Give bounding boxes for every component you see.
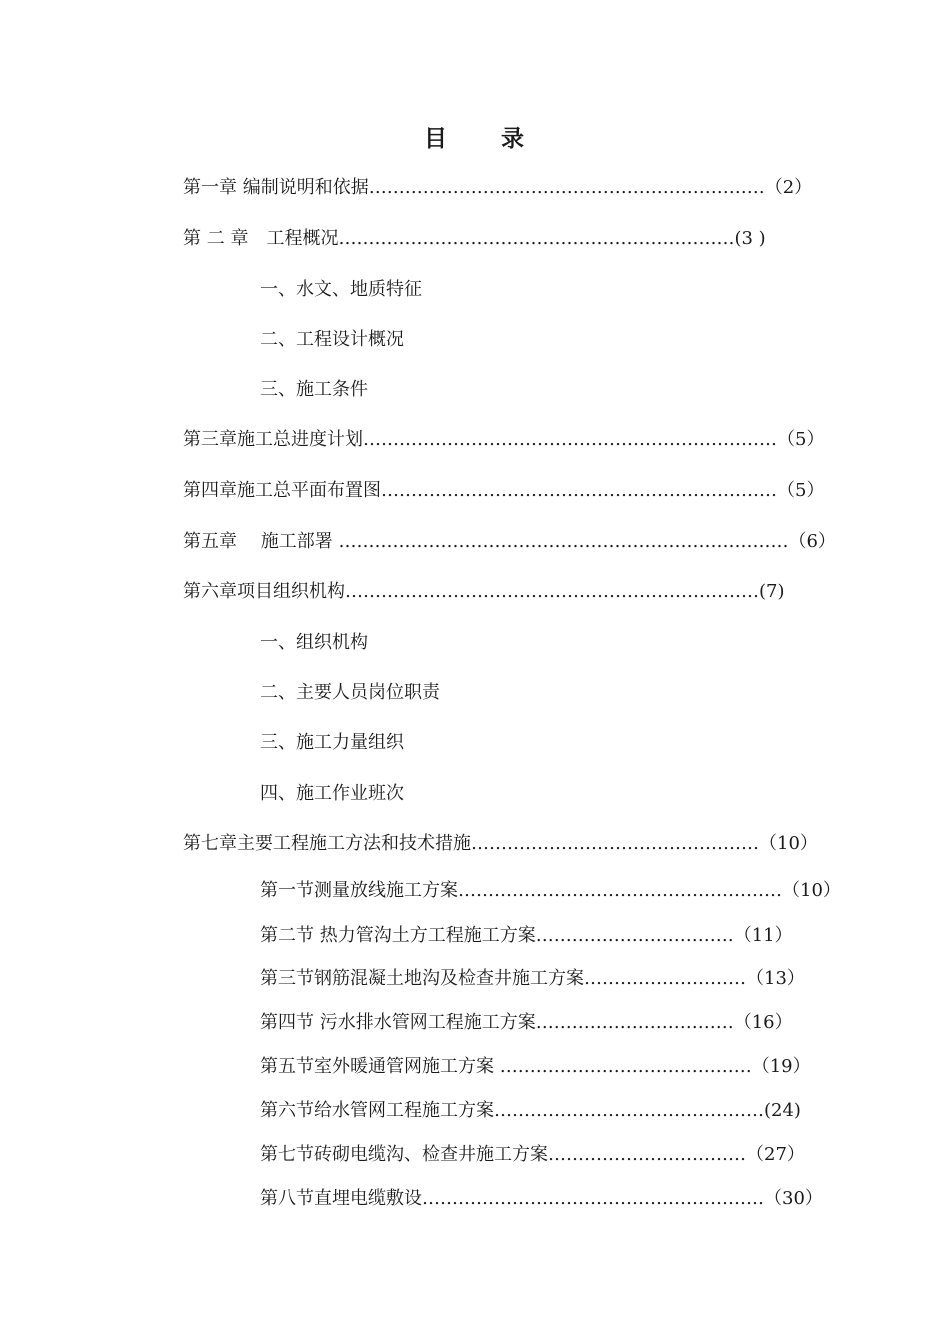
toc-page-number: （10） xyxy=(782,880,841,901)
toc-entry-chapter-3: 第三章施工总进度计划……………………………………………………………（5） xyxy=(183,429,825,450)
toc-entry-section-3: 第三节钢筋混凝土地沟及检查井施工方案………………………（13） xyxy=(260,968,805,989)
toc-entry-section-7: 第七节砖砌电缆沟、检查井施工方案……………………………（27） xyxy=(260,1144,805,1165)
toc-leader-dots: …………………………… xyxy=(535,1012,734,1033)
toc-leader-dots: ………………………………………………………………… xyxy=(332,531,789,552)
toc-page-number: （30） xyxy=(764,1188,823,1209)
toc-entry-section-6: 第六节给水管网工程施工方案………………………………………(24) xyxy=(260,1100,801,1121)
toc-page-number: （6） xyxy=(788,531,836,552)
page-title xyxy=(0,120,950,153)
toc-leader-dots: ……………………………………… xyxy=(494,1100,764,1121)
toc-subentry: 四、施工作业班次 xyxy=(260,783,404,804)
toc-page-number: (24) xyxy=(764,1100,801,1121)
toc-page-number: （2） xyxy=(764,177,813,198)
title-char-1: 目 xyxy=(424,125,449,152)
toc-entry-chapter-4: 第四章施工总平面布置图…………………………………………………………（5） xyxy=(183,480,825,501)
toc-leader-dots: …………………………… xyxy=(548,1144,746,1165)
toc-page-number: （19） xyxy=(751,1056,811,1077)
toc-leader-dots: ………………………………………………………… xyxy=(338,228,735,249)
toc-leader-dots: ……………………………………………… xyxy=(458,880,782,901)
toc-page-number: (3 ) xyxy=(734,228,766,249)
toc-leader-dots: …………………………………………………………… xyxy=(363,429,777,450)
toc-subentry: 一、组织机构 xyxy=(260,632,368,653)
toc-leader-dots: ……………………… xyxy=(584,968,746,989)
toc-leader-dots: ………………………………………………………… xyxy=(368,177,765,198)
toc-leader-dots: …………………………………………………………… xyxy=(345,581,759,602)
title-char-2: 录 xyxy=(501,125,526,152)
toc-leader-dots: ………………………………………… xyxy=(471,833,759,854)
toc-entry-section-1: 第一节测量放线施工方案………………………………………………（10） xyxy=(260,880,841,901)
toc-page-number: （5） xyxy=(777,429,825,450)
toc-page-number: （5） xyxy=(777,480,825,501)
toc-entry-section-4: 第四节 污水排水管网工程施工方案……………………………（16） xyxy=(260,1012,793,1033)
toc-entry-chapter-2: 第 二 章 工程概况…………………………………………………………(3 ) xyxy=(183,228,766,249)
toc-page-number: (7) xyxy=(759,581,785,602)
toc-page-number: （11） xyxy=(733,925,793,946)
toc-subentry: 三、施工条件 xyxy=(260,379,368,400)
toc-leader-dots: …………………………………… xyxy=(494,1056,752,1077)
toc-entry-chapter-7: 第七章主要工程施工方法和技术措施…………………………………………（10） xyxy=(183,833,818,854)
toc-subentry: 二、主要人员岗位职责 xyxy=(260,682,440,703)
toc-subentry: 一、水文、地质特征 xyxy=(260,279,422,300)
toc-subentry: 三、施工力量组织 xyxy=(260,732,404,753)
toc-leader-dots: …………………………… xyxy=(535,925,734,946)
toc-leader-dots: ………………………………………………………… xyxy=(381,480,777,501)
toc-page-number: （10） xyxy=(759,833,818,854)
toc-page-number: （16） xyxy=(733,1012,793,1033)
toc-entry-chapter-5: 第五章 施工部署 …………………………………………………………………（6） xyxy=(183,531,836,552)
toc-entry-section-5: 第五节室外暖通管网施工方案 ……………………………………（19） xyxy=(260,1056,811,1077)
toc-subentry: 二、工程设计概况 xyxy=(260,329,404,350)
toc-entry-section-8: 第八节直埋电缆敷设…………………………………………………（30） xyxy=(260,1188,823,1209)
toc-entry-chapter-6: 第六章项目组织机构……………………………………………………………(7) xyxy=(183,581,785,602)
toc-leader-dots: ………………………………………………… xyxy=(422,1188,764,1209)
toc-page-number: （27） xyxy=(746,1144,805,1165)
toc-entry-section-2: 第二节 热力管沟土方工程施工方案……………………………（11） xyxy=(260,925,793,946)
toc-entry-chapter-1: 第一章 编制说明和依据…………………………………………………………（2） xyxy=(183,177,813,198)
toc-page-number: （13） xyxy=(746,968,805,989)
